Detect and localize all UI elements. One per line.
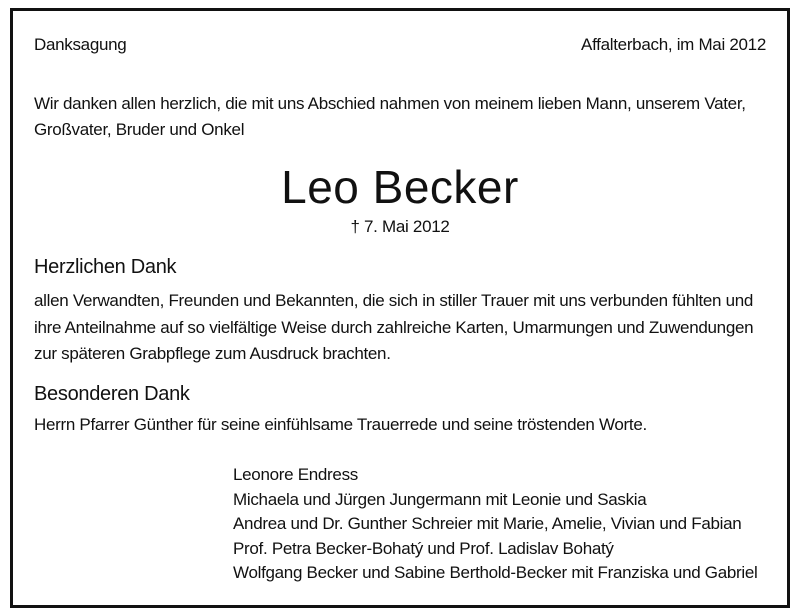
section-title-herzlichen-dank: Herzlichen Dank	[34, 256, 177, 278]
signature-line: Michaela und Jürgen Jungermann mit Leonie und Saskia	[233, 489, 647, 509]
intro-text-line-1: Wir danken allen herzlich, die mit uns Abschied nahmen von meinem lieben Mann, unserem Vater,	[34, 94, 746, 113]
signature-line: Prof. Petra Becker-Bohatý und Prof. Ladislav Bohatý	[233, 538, 614, 558]
signature-list	[233, 463, 758, 586]
section-text-line: Herrn Pfarrer Günther für seine einfühlsame Trauerrede und seine tröstenden Worte.	[34, 415, 647, 434]
section-text-line: zur späteren Grabpflege zum Ausdruck brachten.	[34, 344, 391, 363]
signature-line: Leonore Endress	[233, 465, 358, 484]
place-date: Affalterbach, im Mai 2012	[581, 35, 766, 54]
signature-line: Andrea und Dr. Gunther Schreier mit Marie, Amelie, Vivian und Fabian	[233, 514, 742, 533]
death-date: † 7. Mai 2012	[350, 217, 450, 236]
notice-type: Danksagung	[34, 35, 127, 54]
section-text-line: ihre Anteilnahme auf so vielfältige Weise durch zahlreiche Karten, Umarmungen und Zuwendungen	[34, 318, 754, 337]
section-title-besonderen-dank: Besonderen Dank	[34, 383, 190, 405]
section-text-line: allen Verwandten, Freunden und Bekannten, die sich in stiller Trauer mit uns verbunden fühlten und	[34, 291, 754, 310]
intro-text-line-2: Großvater, Bruder und Onkel	[34, 120, 245, 139]
signature-line: Wolfgang Becker und Sabine Berthold-Becker mit Franziska und Gabriel	[233, 563, 758, 582]
deceased-name: Leo Becker	[281, 161, 519, 213]
